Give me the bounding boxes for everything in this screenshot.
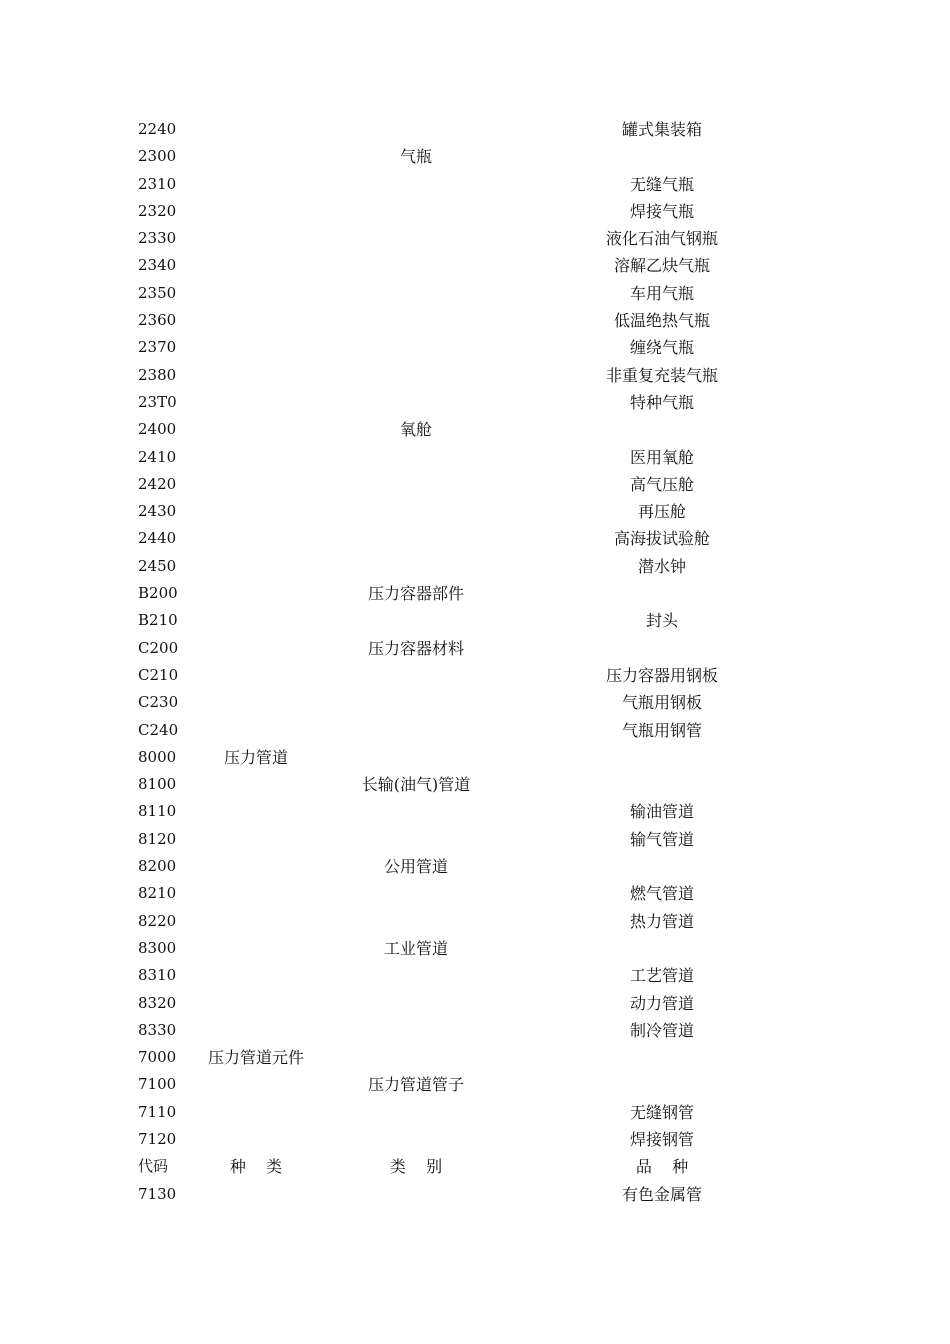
table-row (0, 389, 950, 416)
variety-cell: 工艺管道 (629, 966, 694, 986)
table-row (0, 307, 950, 334)
variety-cell: 制冷管道 (629, 1020, 694, 1040)
table-row (0, 1044, 950, 1071)
table-row (0, 962, 950, 989)
code-cell: 8220 (138, 911, 177, 930)
table-row (0, 416, 950, 443)
code-cell: 8000 (138, 747, 177, 766)
code-cell: 2360 (138, 311, 177, 330)
table-row (0, 1181, 950, 1208)
table-row (0, 553, 950, 580)
code-cell: 代码 (138, 1157, 169, 1176)
table-row (0, 635, 950, 662)
table-row (0, 116, 950, 143)
kind-cell: 种 类 (229, 1157, 283, 1177)
variety-cell: 潜水钟 (637, 556, 686, 576)
table-row (0, 689, 950, 716)
code-cell: 8310 (138, 966, 177, 985)
variety-cell: 焊接钢管 (629, 1129, 694, 1149)
variety-cell: 压力容器用钢板 (605, 665, 718, 685)
classification-table (0, 116, 950, 1208)
variety-cell: 气瓶用钢管 (621, 720, 702, 740)
code-cell: 2400 (138, 420, 177, 439)
table-row (0, 935, 950, 962)
code-cell: C210 (138, 665, 179, 684)
table-row (0, 771, 950, 798)
table-row (0, 362, 950, 389)
code-cell: 2450 (138, 556, 177, 575)
code-cell: C230 (138, 693, 179, 712)
code-cell: 2240 (138, 120, 177, 138)
code-cell: 2320 (138, 201, 177, 220)
table-row (0, 607, 950, 634)
variety-cell: 有色金属管 (621, 1184, 702, 1204)
code-cell: 2410 (138, 447, 177, 466)
table-row (0, 798, 950, 825)
variety-cell: 高气压舱 (629, 474, 694, 494)
code-cell: B210 (138, 611, 178, 630)
code-cell: 2440 (138, 529, 177, 548)
table-row (0, 990, 950, 1017)
table-row (0, 826, 950, 853)
code-cell: 2380 (138, 365, 177, 384)
code-cell: 23T0 (138, 392, 177, 411)
category-cell: 氧舱 (399, 420, 432, 440)
code-cell: 8120 (138, 829, 177, 848)
code-cell: 7130 (138, 1184, 177, 1203)
code-cell: 7110 (138, 1102, 177, 1121)
table-row (0, 280, 950, 307)
variety-cell: 热力管道 (629, 911, 694, 931)
variety-cell: 高海拔试验舱 (613, 529, 710, 549)
table-row (0, 471, 950, 498)
table-row (0, 744, 950, 771)
variety-cell: 缠绕气瓶 (629, 338, 694, 358)
table-row (0, 908, 950, 935)
code-cell: B200 (138, 584, 178, 603)
table-row (0, 334, 950, 361)
table-row (0, 1017, 950, 1044)
table-row (0, 1126, 950, 1153)
table-row (0, 880, 950, 907)
table-row (0, 225, 950, 252)
kind-cell: 压力管道元件 (207, 1048, 304, 1068)
category-cell: 压力容器部件 (367, 584, 464, 604)
variety-cell: 焊接气瓶 (629, 201, 694, 221)
variety-cell: 无缝气瓶 (629, 174, 694, 194)
table-row (0, 143, 950, 170)
table-row (0, 580, 950, 607)
category-cell: 长输(油气)管道 (361, 775, 471, 795)
table-row (0, 853, 950, 880)
code-cell: 2310 (138, 174, 177, 193)
variety-cell: 封头 (645, 611, 678, 631)
table-row (0, 1099, 950, 1126)
code-cell: 2300 (138, 147, 177, 166)
code-cell: 2370 (138, 338, 177, 357)
variety-cell: 非重复充装气瓶 (605, 365, 718, 385)
category-cell: 气瓶 (399, 147, 432, 167)
table-row (0, 171, 950, 198)
table-row (0, 525, 950, 552)
variety-cell: 无缝钢管 (629, 1102, 694, 1122)
code-cell: 7100 (138, 1075, 177, 1094)
code-cell: 7120 (138, 1129, 177, 1148)
variety-cell: 气瓶用钢板 (621, 693, 702, 713)
variety-cell: 车用气瓶 (629, 283, 694, 303)
code-cell: 8110 (138, 802, 177, 821)
code-cell: 8300 (138, 938, 177, 957)
code-cell: 8200 (138, 857, 177, 876)
variety-cell: 动力管道 (629, 993, 694, 1013)
code-cell: 7000 (138, 1048, 177, 1067)
variety-cell: 医用氧舱 (629, 447, 694, 467)
table-row (0, 1071, 950, 1098)
variety-cell: 输气管道 (629, 829, 694, 849)
category-cell: 类 别 (389, 1157, 443, 1177)
category-cell: 公用管道 (383, 857, 448, 877)
code-cell: 2430 (138, 502, 177, 521)
variety-cell: 溶解乙炔气瓶 (613, 256, 710, 276)
code-cell: 2340 (138, 256, 177, 275)
code-cell: 2420 (138, 474, 177, 493)
variety-cell: 再压舱 (637, 502, 686, 522)
variety-cell: 品 种 (635, 1157, 689, 1177)
variety-cell: 燃气管道 (629, 884, 694, 904)
code-cell: C240 (138, 720, 179, 739)
kind-cell: 压力管道 (223, 747, 288, 767)
table-row (0, 444, 950, 471)
table-row (0, 662, 950, 689)
table-row (0, 717, 950, 744)
code-cell: 8330 (138, 1020, 177, 1039)
variety-cell: 液化石油气钢瓶 (605, 229, 718, 249)
table-row (0, 198, 950, 225)
table-row (0, 498, 950, 525)
category-cell: 压力容器材料 (367, 638, 464, 658)
code-cell: C200 (138, 638, 179, 657)
variety-cell: 特种气瓶 (629, 392, 694, 412)
table-row (0, 252, 950, 279)
code-cell: 2350 (138, 283, 177, 302)
category-cell: 压力管道管子 (367, 1075, 464, 1095)
code-cell: 8320 (138, 993, 177, 1012)
code-cell: 8210 (138, 884, 177, 903)
variety-cell: 低温绝热气瓶 (613, 311, 710, 331)
category-cell: 工业管道 (383, 938, 448, 958)
variety-cell: 罐式集装箱 (621, 120, 702, 139)
code-cell: 2330 (138, 229, 177, 248)
code-cell: 8100 (138, 775, 177, 794)
variety-cell: 输油管道 (629, 802, 694, 822)
table-header-row (0, 1153, 950, 1180)
